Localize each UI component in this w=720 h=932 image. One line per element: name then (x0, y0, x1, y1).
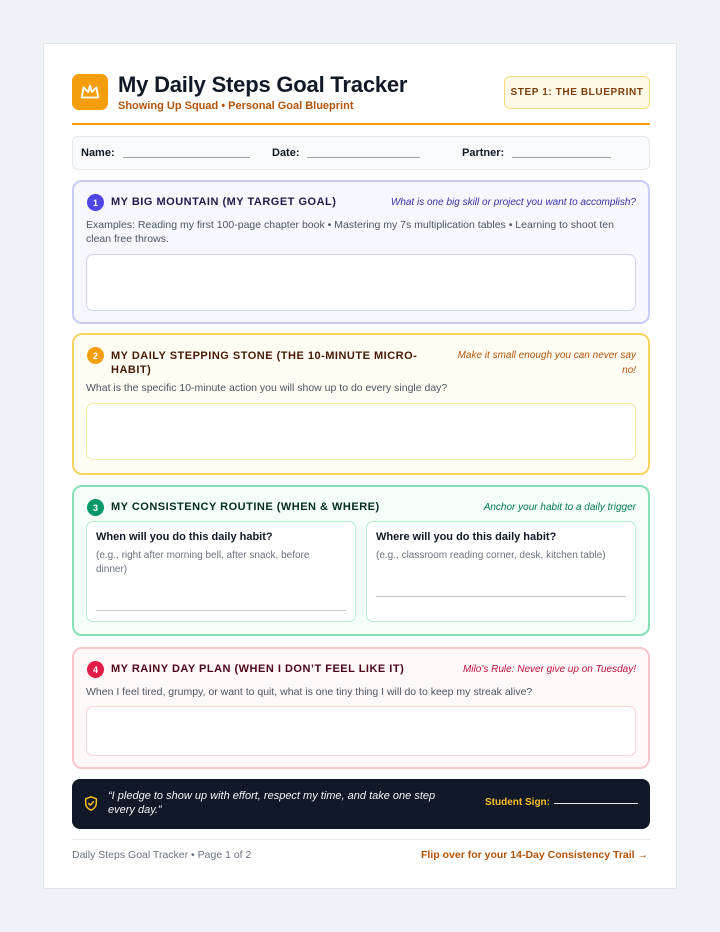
section-title: MY CONSISTENCY ROUTINE (WHEN & WHERE) (111, 501, 380, 513)
name-field[interactable] (123, 157, 250, 158)
section-hint: Make it small enough you can never say no! (457, 350, 636, 376)
date-field[interactable] (307, 157, 420, 158)
section-hint: Anchor your habit to a daily trigger (483, 502, 636, 513)
header (72, 74, 650, 126)
section-big-mountain (72, 180, 650, 324)
section-hint: What is one big skill or project you want to accomplish? (390, 197, 636, 208)
when-hint: (e.g., right after morning bell, after snack, before dinner) (96, 550, 310, 575)
section-stepping-stone (72, 333, 650, 475)
section-description: What is the specific 10-minute action you will show up to do every single day? (86, 382, 448, 394)
section-description: Examples: Reading my first 100-page chapter book • Mastering my 7s multiplication tables • Learning to shoot ten clean free throws. (86, 219, 614, 245)
name-label: Name: (81, 147, 115, 159)
when-box (86, 521, 356, 622)
date-label: Date: (272, 147, 300, 159)
where-title: Where will you do this daily habit? (376, 531, 557, 543)
section-hint: Milo’s Rule: Never give up on Tuesday! (462, 664, 636, 675)
footer-flip-note: Flip over for your 14-Day Consistency Trail → (421, 849, 648, 861)
shield-check-icon (83, 795, 99, 817)
section-description: When I feel tired, grumpy, or want to quit, what is one tiny thing I will do to keep my streak alive? (86, 686, 533, 698)
when-answer-line[interactable] (96, 610, 346, 611)
section-number: 3 (87, 499, 104, 516)
rainy-day-input[interactable] (86, 706, 636, 756)
when-title: When will you do this daily habit? (96, 531, 273, 543)
where-answer-line[interactable] (376, 596, 626, 597)
pledge-text: “I pledge to show up with effort, respect my time, and take one step every day.” (108, 790, 436, 816)
step-badge: STEP 1: THE BLUEPRINT (504, 76, 650, 109)
pledge-banner (72, 779, 650, 829)
page-subtitle: Showing Up Squad • Personal Goal Blueprint (118, 100, 354, 112)
where-hint: (e.g., classroom reading corner, desk, kitchen table) (376, 550, 606, 561)
header-divider (72, 123, 650, 125)
crown-icon (72, 74, 108, 110)
student-info-bar (72, 136, 650, 170)
partner-field[interactable] (512, 157, 611, 158)
section-title: MY DAILY STEPPING STONE (THE 10-MINUTE MICRO-HABIT) (111, 350, 418, 376)
partner-label: Partner: (462, 147, 505, 159)
target-goal-input[interactable] (86, 254, 636, 311)
where-box (366, 521, 636, 622)
worksheet-page (43, 43, 677, 889)
micro-habit-input[interactable] (86, 403, 636, 460)
section-title: MY BIG MOUNTAIN (MY TARGET GOAL) (111, 196, 337, 208)
footer-divider (72, 839, 650, 840)
section-title: MY RAINY DAY PLAN (WHEN I DON’T FEEL LIKE IT) (111, 663, 405, 675)
student-sign-field[interactable] (554, 803, 638, 804)
footer-page-info: Daily Steps Goal Tracker • Page 1 of 2 (72, 849, 252, 861)
section-consistency-routine (72, 485, 650, 636)
page-title: My Daily Steps Goal Tracker (118, 72, 408, 97)
section-number: 1 (87, 194, 104, 211)
section-rainy-day-plan (72, 647, 650, 769)
section-number: 4 (87, 661, 104, 678)
student-sign-label: Student Sign: (485, 797, 550, 808)
section-number: 2 (87, 347, 104, 364)
